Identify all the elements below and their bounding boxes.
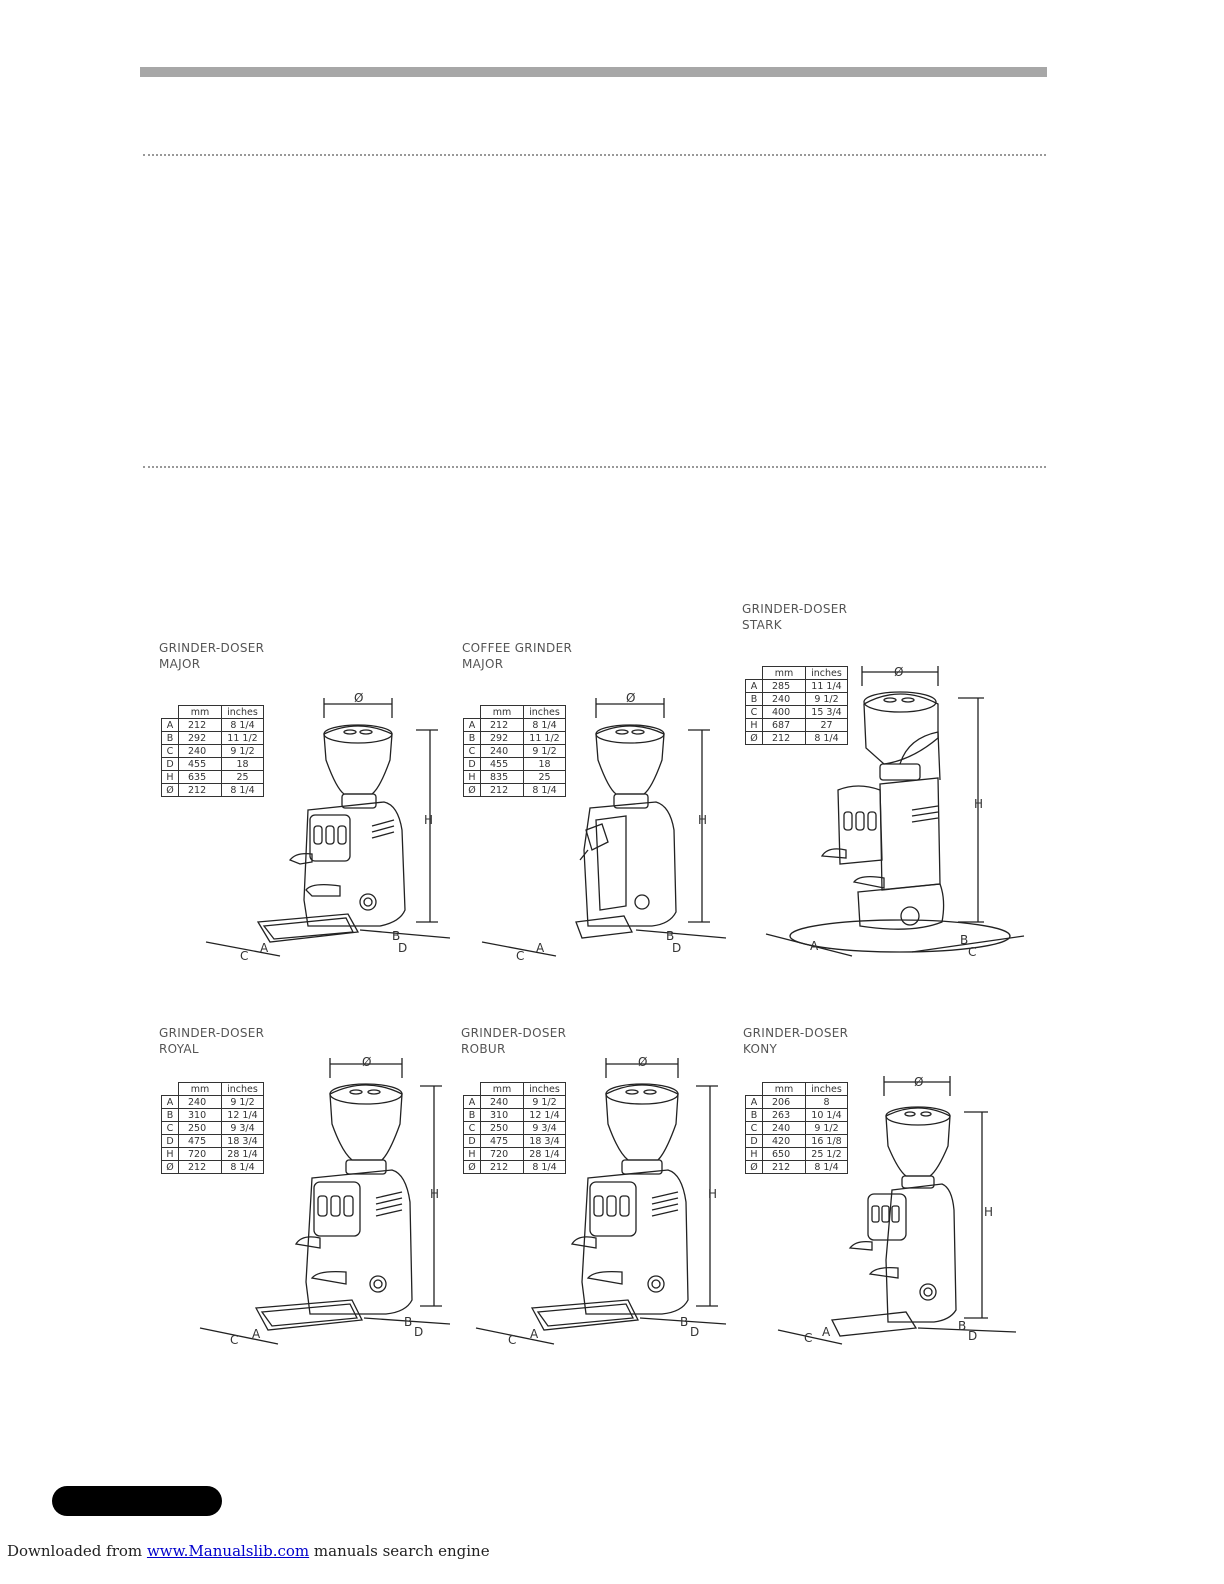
dim-inches: 18: [524, 758, 566, 771]
dim-mm: 212: [179, 719, 222, 732]
dim-mm: 240: [481, 1096, 524, 1109]
dim-inches: 8 1/4: [524, 1161, 566, 1174]
col-inches: inches: [222, 1083, 264, 1096]
dim-inches: 9 1/2: [806, 693, 848, 706]
dim-inches: 9 1/2: [806, 1122, 848, 1135]
footer-credit: [7, 1542, 490, 1560]
dim-mm: 240: [763, 1122, 806, 1135]
dim-key: B: [162, 732, 179, 745]
page-tab-pill: [52, 1486, 222, 1516]
dim-label-h: H: [424, 813, 434, 827]
dim-key: H: [162, 771, 179, 784]
title-line-2: MAJOR: [462, 657, 504, 671]
dim-inches: 8 1/4: [524, 784, 566, 797]
title-line-2: STARK: [742, 618, 782, 632]
dim-key: C: [464, 1122, 481, 1135]
dim-key: C: [746, 706, 763, 719]
dim-mm: 420: [763, 1135, 806, 1148]
dim-inches: 18 3/4: [524, 1135, 566, 1148]
col-inches: inches: [222, 706, 264, 719]
dim-key: B: [162, 1109, 179, 1122]
title-line-1: GRINDER-DOSER: [742, 602, 848, 616]
manualslib-link[interactable]: www.Manualslib.com: [146, 1542, 310, 1560]
dim-label-h: H: [698, 813, 708, 827]
dim-inches: 11 1/2: [524, 732, 566, 745]
dim-label-c: C: [968, 945, 977, 959]
dim-key: B: [746, 1109, 763, 1122]
dim-label-c: C: [804, 1331, 813, 1345]
dim-mm: 212: [481, 784, 524, 797]
dim-inches: 8 1/4: [222, 1161, 264, 1174]
dim-label-d: D: [690, 1325, 700, 1339]
dim-label-b: B: [958, 1319, 967, 1333]
dim-inches: 11 1/4: [806, 680, 848, 693]
dim-inches: 27: [806, 719, 848, 732]
dim-label-c: C: [516, 949, 525, 963]
dim-inches: 9 1/2: [524, 745, 566, 758]
dim-mm: 650: [763, 1148, 806, 1161]
dim-inches: 9 1/2: [222, 1096, 264, 1109]
dim-mm: 240: [763, 693, 806, 706]
dim-key: Ø: [162, 1161, 179, 1174]
col-mm: mm: [481, 1083, 524, 1096]
dim-label-diam: Ø: [894, 665, 904, 679]
dim-key: A: [162, 719, 179, 732]
model-title-kony: [743, 1025, 848, 1057]
title-line-1: GRINDER-DOSER: [159, 1026, 265, 1040]
dim-mm: 206: [763, 1096, 806, 1109]
col-mm: mm: [763, 1083, 806, 1096]
dim-mm: 475: [179, 1135, 222, 1148]
dim-label-diam: Ø: [362, 1055, 372, 1069]
dim-label-c: C: [240, 949, 249, 963]
grinder-doser-robur-drawing: [472, 1052, 732, 1352]
title-line-2: ROYAL: [159, 1042, 199, 1056]
dim-label-d: D: [398, 941, 408, 955]
dim-label-a: A: [530, 1327, 539, 1341]
dim-label-b: B: [392, 929, 401, 943]
dim-label-a: A: [536, 941, 545, 955]
grinder-doser-major-drawing: [200, 690, 460, 970]
dim-key: D: [162, 758, 179, 771]
dim-key: B: [746, 693, 763, 706]
dim-inches: 15 3/4: [806, 706, 848, 719]
dim-mm: 400: [763, 706, 806, 719]
dim-key: B: [464, 1109, 481, 1122]
grinder-doser-royal-drawing: [196, 1052, 456, 1352]
dim-inches: 25: [222, 771, 264, 784]
dim-mm: 212: [179, 1161, 222, 1174]
dim-key: D: [162, 1135, 179, 1148]
dim-inches: 28 1/4: [524, 1148, 566, 1161]
dim-mm: 250: [481, 1122, 524, 1135]
dim-key: Ø: [464, 1161, 481, 1174]
dim-key: C: [464, 745, 481, 758]
dim-inches: 18: [222, 758, 264, 771]
dim-inches: 18 3/4: [222, 1135, 264, 1148]
dim-key: H: [464, 1148, 481, 1161]
title-line-1: GRINDER-DOSER: [743, 1026, 849, 1040]
dim-mm: 635: [179, 771, 222, 784]
dim-key: Ø: [162, 784, 179, 797]
dim-label-diam: Ø: [354, 691, 364, 705]
dim-label-h: H: [974, 797, 984, 811]
dim-label-a: A: [822, 1325, 831, 1339]
dim-label-diam: Ø: [626, 691, 636, 705]
model-title-major-grinder: [462, 640, 572, 672]
dim-mm: 212: [763, 1161, 806, 1174]
dim-mm: 240: [481, 745, 524, 758]
dim-label-b: B: [680, 1315, 689, 1329]
dim-inches: 16 1/8: [806, 1135, 848, 1148]
dim-mm: 475: [481, 1135, 524, 1148]
dim-mm: 455: [179, 758, 222, 771]
dim-inches: 28 1/4: [222, 1148, 264, 1161]
dim-mm: 212: [481, 1161, 524, 1174]
grinder-doser-kony-drawing: [774, 1070, 1024, 1360]
col-inches: inches: [524, 1083, 566, 1096]
dotted-divider-middle: [143, 466, 1046, 468]
dim-label-a: A: [260, 941, 269, 955]
dim-key: C: [162, 745, 179, 758]
dim-key: H: [162, 1148, 179, 1161]
dim-mm: 720: [179, 1148, 222, 1161]
dim-mm: 310: [481, 1109, 524, 1122]
col-inches: inches: [806, 1083, 848, 1096]
dim-mm: 292: [179, 732, 222, 745]
dim-label-d: D: [968, 1329, 978, 1343]
dim-mm: 212: [481, 719, 524, 732]
dim-key: C: [162, 1122, 179, 1135]
footer-prefix: Downloaded from: [7, 1542, 143, 1560]
dim-inches: 10 1/4: [806, 1109, 848, 1122]
dim-inches: 9 1/2: [222, 745, 264, 758]
dim-inches: 12 1/4: [524, 1109, 566, 1122]
dim-mm: 310: [179, 1109, 222, 1122]
dim-key: D: [464, 758, 481, 771]
dim-label-a: A: [252, 1327, 261, 1341]
dim-key: A: [746, 1096, 763, 1109]
title-line-1: GRINDER-DOSER: [461, 1026, 567, 1040]
dim-inches: 9 3/4: [222, 1122, 264, 1135]
dim-mm: 212: [763, 732, 806, 745]
dim-inches: 8 1/4: [222, 784, 264, 797]
header-rule: [140, 67, 1047, 77]
dim-label-c: C: [508, 1333, 517, 1347]
title-line-2: ROBUR: [461, 1042, 506, 1056]
dim-label-b: B: [960, 933, 969, 947]
dim-label-b: B: [666, 929, 675, 943]
dim-key: C: [746, 1122, 763, 1135]
dim-key: A: [162, 1096, 179, 1109]
dim-label-a: A: [810, 939, 819, 953]
dim-key: H: [746, 1148, 763, 1161]
model-title-stark: [742, 601, 847, 633]
dim-mm: 720: [481, 1148, 524, 1161]
dim-key: Ø: [746, 732, 763, 745]
dim-inches: 25: [524, 771, 566, 784]
dim-label-h: H: [708, 1187, 718, 1201]
dim-inches: 12 1/4: [222, 1109, 264, 1122]
col-inches: inches: [524, 706, 566, 719]
title-line-2: KONY: [743, 1042, 778, 1056]
dim-inches: 8 1/4: [806, 732, 848, 745]
col-mm: mm: [179, 1083, 222, 1096]
grinder-doser-stark-drawing: [762, 660, 1032, 970]
dim-label-d: D: [672, 941, 682, 955]
footer-suffix: manuals search engine: [313, 1542, 490, 1560]
dim-label-diam: Ø: [638, 1055, 648, 1069]
dim-key: H: [746, 719, 763, 732]
dim-inches: 8 1/4: [806, 1161, 848, 1174]
dim-label-b: B: [404, 1315, 413, 1329]
dim-key: Ø: [464, 784, 481, 797]
dim-label-c: C: [230, 1333, 239, 1347]
dim-key: B: [464, 732, 481, 745]
dim-mm: 285: [763, 680, 806, 693]
dim-inches: 25 1/2: [806, 1148, 848, 1161]
dim-inches: 11 1/2: [222, 732, 264, 745]
dim-mm: 687: [763, 719, 806, 732]
title-line-1: COFFEE GRINDER: [462, 641, 573, 655]
dotted-divider-top: [143, 154, 1046, 156]
col-mm: mm: [481, 706, 524, 719]
col-inches: inches: [806, 667, 848, 680]
dim-key: D: [746, 1135, 763, 1148]
dim-label-h: H: [430, 1187, 440, 1201]
dim-mm: 240: [179, 745, 222, 758]
dim-label-h: H: [984, 1205, 994, 1219]
dim-mm: 292: [481, 732, 524, 745]
dim-inches: 8: [806, 1096, 848, 1109]
dim-mm: 455: [481, 758, 524, 771]
dim-mm: 263: [763, 1109, 806, 1122]
title-line-1: GRINDER-DOSER: [159, 641, 265, 655]
dim-key: D: [464, 1135, 481, 1148]
dim-label-d: D: [414, 1325, 424, 1339]
dim-mm: 240: [179, 1096, 222, 1109]
dim-inches: 9 3/4: [524, 1122, 566, 1135]
dim-key: A: [746, 680, 763, 693]
coffee-grinder-major-drawing: [476, 690, 736, 970]
col-mm: mm: [179, 706, 222, 719]
title-line-2: MAJOR: [159, 657, 201, 671]
dim-key: A: [464, 719, 481, 732]
dim-label-diam: Ø: [914, 1075, 924, 1089]
dim-inches: 8 1/4: [524, 719, 566, 732]
dim-key: Ø: [746, 1161, 763, 1174]
col-mm: mm: [763, 667, 806, 680]
dim-mm: 250: [179, 1122, 222, 1135]
dim-inches: 9 1/2: [524, 1096, 566, 1109]
dim-mm: 835: [481, 771, 524, 784]
dim-key: H: [464, 771, 481, 784]
dim-inches: 8 1/4: [222, 719, 264, 732]
model-title-major-doser: [159, 640, 264, 672]
dim-key: A: [464, 1096, 481, 1109]
dim-mm: 212: [179, 784, 222, 797]
